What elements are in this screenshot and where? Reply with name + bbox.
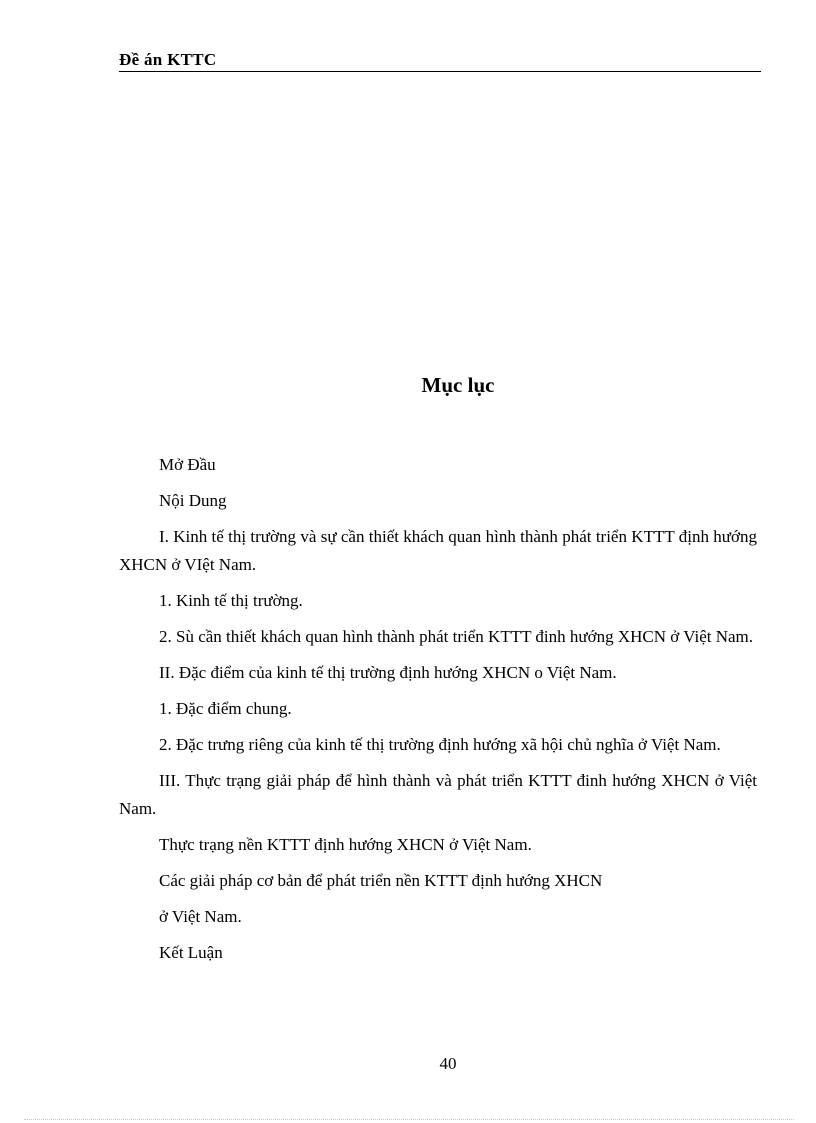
table-of-contents [119, 451, 757, 975]
toc-entry-conclusion: Kết Luận [159, 943, 223, 962]
toc-entry-intro: Mở Đầu [159, 455, 216, 474]
toc-entry-section-3-2-cont: ở Việt Nam. [159, 907, 242, 926]
toc-entry-section-1-1: 1. Kinh tế thị trường. [159, 591, 303, 610]
toc-entry-section-2-2: 2. Đặc trưng riêng của kinh tế thị trường định hướng xã hội chủ nghĩa ở Việt Nam. [159, 735, 721, 754]
page-number: 40 [439, 1054, 457, 1073]
page-bottom-divider [24, 1119, 794, 1120]
running-header [119, 50, 761, 72]
toc-entry-section-1-2: 2. Sù cần thiết khách quan hình thành phát triển KTTT đinh hướng XHCN ở Việt Nam. [159, 627, 754, 646]
page-title: Mục lục [421, 373, 495, 397]
toc-entry-section-3-1: Thực trạng nền KTTT định hướng XHCN ở Việt Nam. [159, 835, 532, 854]
toc-entry-section-2: II. Đặc điểm của kinh tế thị trường định hướng XHCN o Việt Nam. [159, 663, 617, 682]
toc-entry-section-2-1: 1. Đặc điểm chung. [159, 699, 292, 718]
toc-entry-section-3: III. Thực trạng giải pháp để hình thành và phát triển KTTT đinh hướng XHCN ở Việt Nam. [119, 771, 757, 818]
toc-entry-content: Nội Dung [159, 491, 227, 510]
header-title: Đề án KTTC [119, 50, 217, 69]
toc-entry-section-1: I. Kinh tế thị trường và sự cần thiết khách quan hình thành phát triển KTTT định hướng XHCN ở VIệt Nam. [119, 527, 757, 574]
toc-entry-section-3-2: Các giải pháp cơ bản để phát triển nền KTTT định hướng XHCN [159, 871, 603, 890]
